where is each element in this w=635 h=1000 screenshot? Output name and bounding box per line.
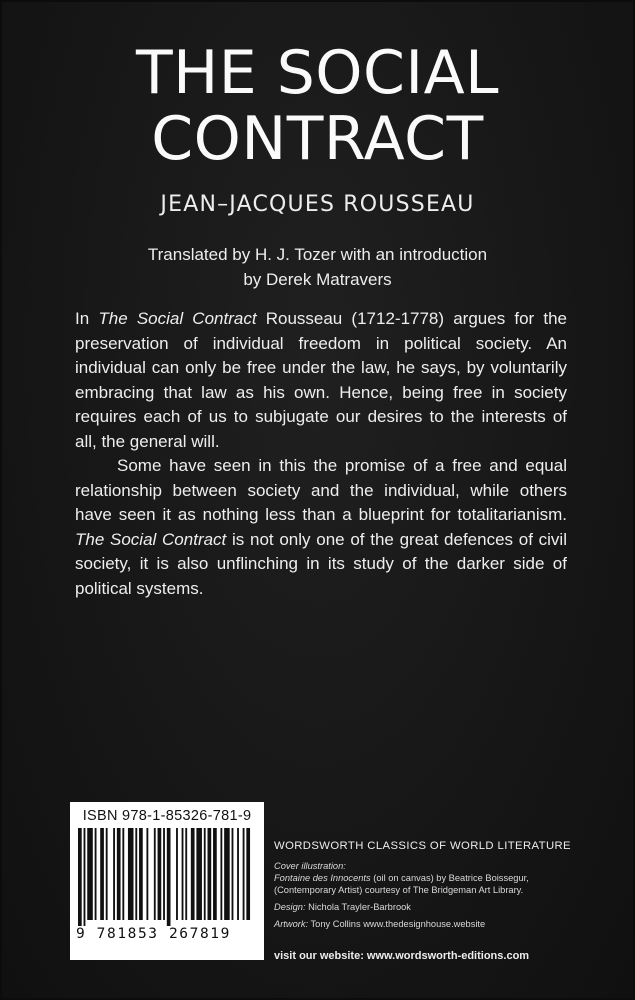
title-line-1: THE SOCIAL (135, 38, 500, 108)
barcode-bar (196, 828, 202, 920)
barcode-bar (117, 828, 121, 920)
barcode-bar (95, 828, 97, 920)
barcode-bar (128, 828, 134, 920)
cover-work-title: Fontaine des Innocents (274, 873, 371, 883)
barcode-panel (70, 802, 264, 960)
translator-line-1: Translated by H. J. Tozer with an introduction (147, 245, 488, 264)
design-value: Nichola Trayler-Barbrook (305, 902, 411, 912)
blurb-p1-rest: Rousseau (1712-1778) argues for the preservation of individual freedom in political society. An individual can only be free under the law, he says, by voluntarily embracing that law as his own. Hence, being free in society requires each of us to subjugate our desires to the interests of all, the general will. (75, 309, 567, 451)
barcode-bar (146, 828, 148, 920)
blurb-p2-lead: Some have seen in this the promise of a free and equal relationship between society and the individual, while others have seen it as nothing less than a blueprint for totalitarianism. (75, 456, 567, 524)
series-name: WORDSWORTH CLASSICS OF WORLD LITERATURE (274, 840, 571, 852)
translator-line-2: by Derek Matravers (243, 270, 392, 289)
barcode-bar (158, 828, 162, 920)
barcode-bar (224, 828, 230, 920)
design-label: Design: (274, 902, 306, 912)
credits (274, 860, 614, 930)
design-credit (274, 901, 614, 913)
barcode-bar (84, 828, 86, 926)
barcode-bar (100, 828, 104, 920)
barcode-bar (163, 828, 165, 920)
book-title (2, 40, 633, 172)
website-link: visit our website: www.wordsworth-editions.com (274, 950, 530, 962)
blurb-p1-title: The Social Contract (98, 309, 257, 328)
artwork-label: Artwork: (274, 919, 309, 929)
barcode-digits: 9 781853 267819 (76, 926, 231, 942)
isbn-text: ISBN 978-1-85326-781-9 (82, 808, 252, 824)
blurb-paragraph-2 (75, 454, 567, 601)
artwork-value: Tony Collins www.thedesignhouse.website (308, 919, 486, 929)
blurb-p2-title: The Social Contract (75, 529, 227, 549)
barcode-bar (185, 828, 187, 920)
barcode-bar (106, 828, 108, 920)
barcode-bar (154, 828, 156, 920)
cover-illustration-label: Cover illustration: (274, 861, 346, 871)
blurb-paragraph-1 (75, 307, 567, 454)
barcode-bar (167, 828, 171, 926)
barcode-bar (122, 828, 124, 920)
barcode-bar (139, 828, 143, 920)
barcode-bar (208, 828, 212, 920)
blurb-p1-lead: In (75, 309, 99, 328)
cover-illustration-line-1 (274, 872, 614, 884)
author-name: JEAN–JACQUES ROUSSEAU (160, 192, 475, 217)
blurb (75, 307, 567, 601)
blurb-p2-rest: is not only one of the great defences of civil society, it is also unflinching in its study of the darker side of political systems. (75, 529, 567, 598)
translator-credit (2, 242, 633, 292)
barcode-bar (243, 828, 245, 920)
barcode-bar (220, 828, 222, 920)
barcode-bar (176, 828, 178, 920)
barcode-bar (191, 828, 195, 920)
cover-work-detail: (oil on canvas) by Beatrice Boissegur, (370, 873, 529, 883)
barcode-bar (135, 828, 137, 920)
barcode-bar (246, 828, 250, 920)
barcode-bar (182, 828, 184, 920)
title-line-2: CONTRACT (151, 104, 484, 174)
barcode-bar (113, 828, 115, 920)
cover-illustration-credit (274, 860, 614, 896)
artwork-credit (274, 918, 614, 930)
barcode-bar (78, 828, 82, 926)
barcode-bar (87, 828, 93, 920)
barcode-bar (213, 828, 217, 920)
barcode-bar (237, 828, 239, 920)
barcode-bar (204, 828, 206, 920)
barcode-icon (76, 828, 258, 926)
barcode-bar (232, 828, 234, 920)
cover-illustration-line-2: (Contemporary Artist) courtesy of The Bridgeman Art Library. (274, 885, 524, 895)
